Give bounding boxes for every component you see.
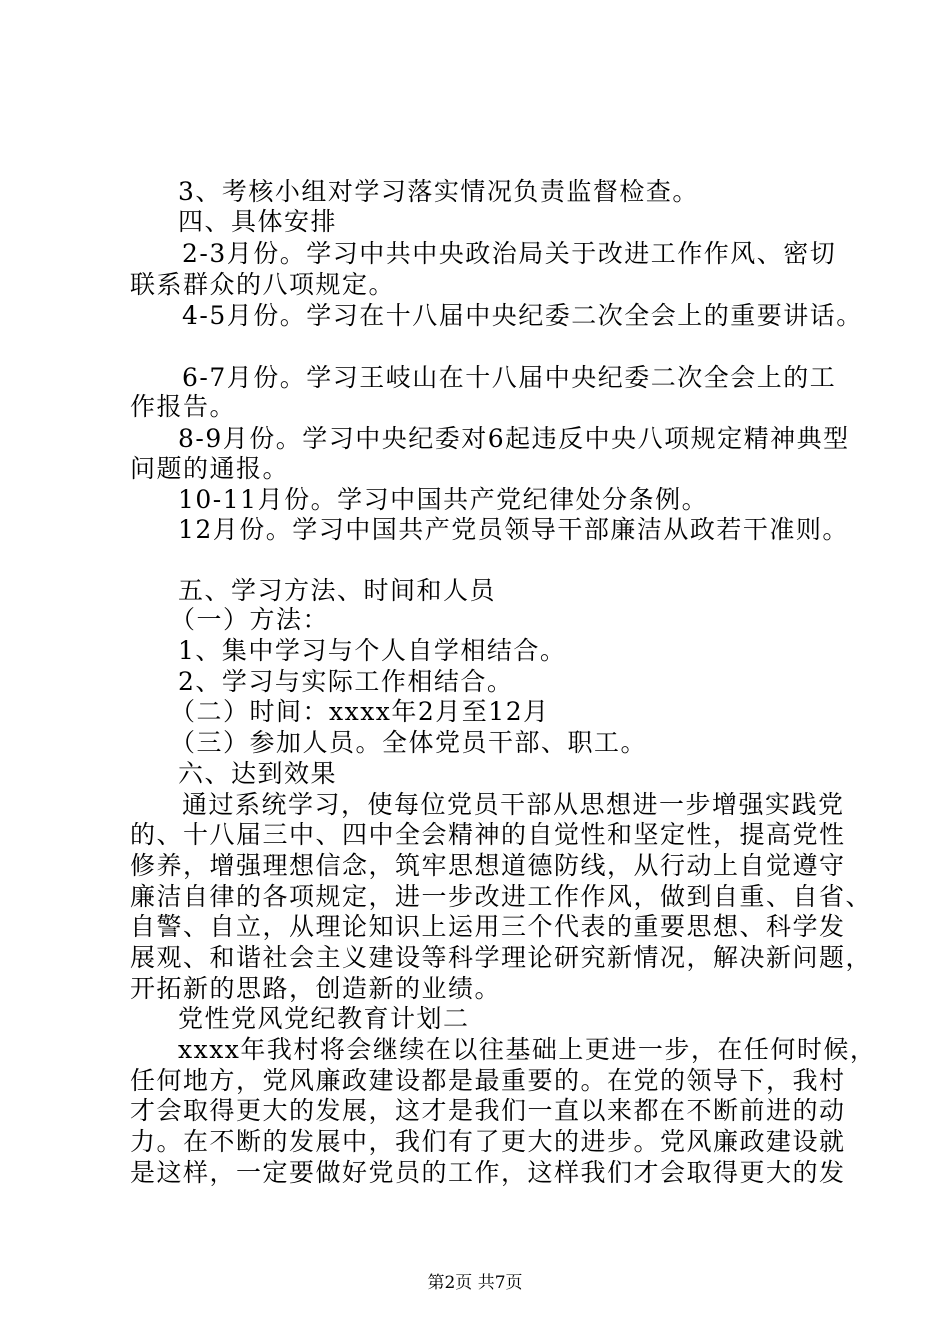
text-line: xxxx年我村将会继续在以往基础上更进一步，在任何时候， — [178, 1035, 877, 1064]
text-line: 是这样，一定要做好党员的工作，这样我们才会取得更大的发 — [130, 1158, 846, 1187]
text-line: 2-3月份。学习中共中央政治局关于改进工作作风、密切 — [182, 239, 837, 268]
text-line: 修养，增强理想信念，筑牢思想道德防线，从行动上自觉遵守 — [130, 851, 846, 880]
text-line: 8-9月份。学习中央纪委对6起违反中央八项规定精神典型 — [178, 424, 850, 453]
text-line: 通过系统学习，使每位党员干部从思想进一步增强实践党 — [182, 790, 845, 819]
section-heading: 四、具体安排 — [178, 207, 338, 236]
text-line: 联系群众的八项规定。 — [130, 270, 396, 299]
text-line: 力。在不断的发展中，我们有了更大的进步。党风廉政建设就 — [130, 1127, 846, 1156]
text-line: 1、集中学习与个人自学相结合。 — [178, 636, 567, 665]
section-heading: 五、学习方法、时间和人员 — [178, 576, 497, 605]
text-line: 展观、和谐社会主义建设等科学理论研究新情况，解决新问题， — [130, 943, 873, 972]
text-line: 6-7月份。学习王岐山在十八届中央纪委二次全会上的工 — [182, 363, 837, 392]
text-line: 开拓新的思路，创造新的业绩。 — [130, 974, 502, 1003]
page-footer: 第2页 共7页 — [427, 1273, 523, 1293]
text-line: 2、学习与实际工作相结合。 — [178, 667, 514, 696]
text-line: 问题的通报。 — [130, 454, 290, 483]
text-line: 才会取得更大的发展，这才是我们一直以来都在不断前进的动 — [130, 1096, 846, 1125]
section-heading: 党性党风党纪教育计划二 — [178, 1004, 470, 1033]
text-line: 4-5月份。学习在十八届中央纪委二次全会上的重要讲话。 — [182, 301, 863, 330]
text-line: （一）方法： — [170, 605, 330, 634]
text-line: 作报告。 — [130, 392, 237, 421]
text-line: 12月份。学习中国共产党员领导干部廉洁从政若干准则。 — [178, 515, 849, 544]
text-line: 廉洁自律的各项规定，进一步改进工作作风，做到自重、自省、 — [130, 882, 873, 911]
text-line: 任何地方，党风廉政建设都是最重要的。在党的领导下，我村 — [130, 1066, 846, 1095]
text-line: （三）参加人员。全体党员干部、职工。 — [170, 728, 648, 757]
text-line: 10-11月份。学习中国共产党纪律处分条例。 — [178, 485, 709, 514]
text-line: 的、十八届三中、四中全会精神的自觉性和坚定性，提高党性 — [130, 820, 846, 849]
section-heading: 六、达到效果 — [178, 759, 338, 788]
text-line: （二）时间：xxxx年2月至12月 — [170, 697, 550, 726]
text-line: 自警、自立，从理论知识上运用三个代表的重要思想、科学发 — [130, 912, 846, 941]
text-line: 3、考核小组对学习落实情况负责监督检查。 — [178, 177, 699, 206]
